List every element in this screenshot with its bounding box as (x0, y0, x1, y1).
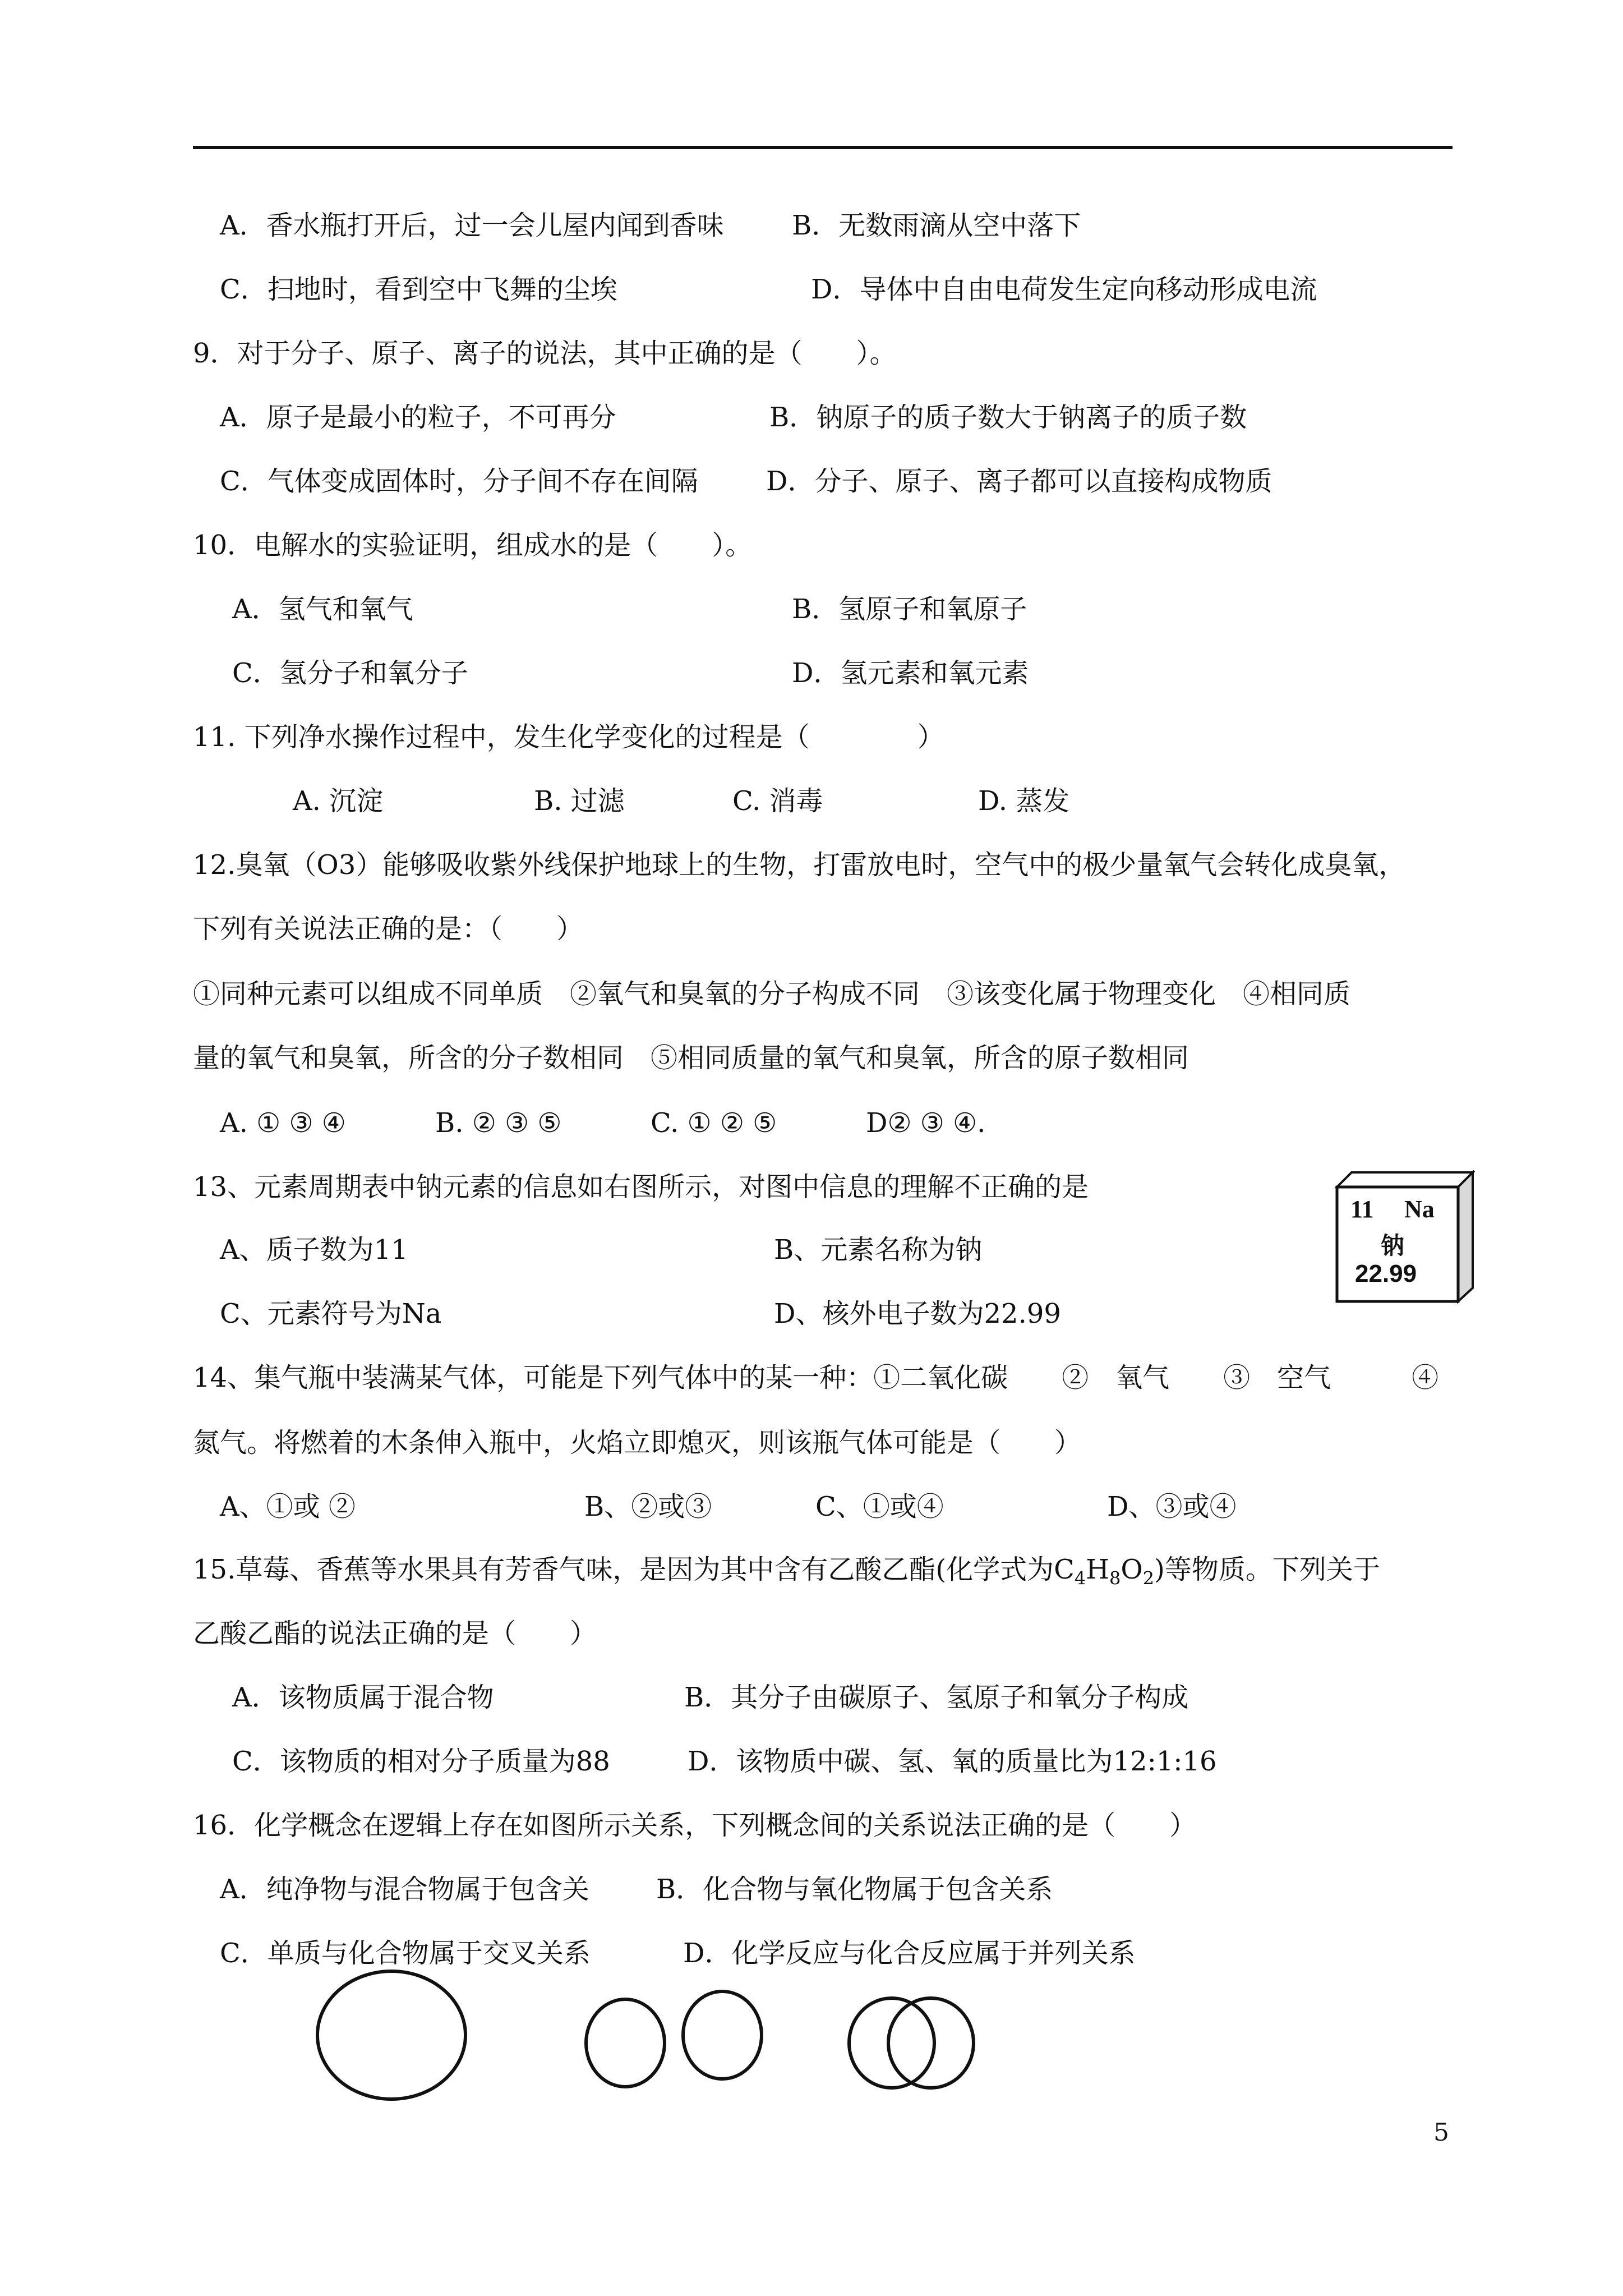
element-name: 钠 (1381, 1232, 1405, 1259)
q8-option-d: D．导体中自由电荷发生定向移动形成电流 (811, 274, 1317, 305)
element-symbol: Na (1404, 1195, 1435, 1223)
q11-option-b: B. 过滤 (534, 785, 625, 817)
q16-stem: 16．化学概念在逻辑上存在如图所示关系，下列概念间的关系说法正确的是（ ） (193, 1810, 1197, 1841)
q14-stem-line1: 14、集气瓶中装满某气体，可能是下列气体中的某一种：①二氧化碳 ② 氧气 ③ 空气 ④ (193, 1362, 1439, 1393)
q15-option-c: C．该物质的相对分子质量为88 (232, 1746, 610, 1777)
q16-option-a: A．纯净物与混合物属于包含关 (220, 1874, 589, 1905)
q10-stem: 10．电解水的实验证明，组成水的是（ ）。 (193, 530, 753, 561)
sodium-element-card (1335, 1170, 1475, 1304)
q14-stem-line2: 氮气。将燃着的木条伸入瓶中，火焰立即熄灭，则该瓶气体可能是（ ） (193, 1427, 1082, 1458)
q14-option-a: A、①或 ② (220, 1491, 356, 1522)
concept-relationship-diagrams (303, 1958, 1032, 2126)
q12-stem-line2: 下列有关说法正确的是：（ ） (193, 913, 584, 945)
q13-stem: 13、元素周期表中钠元素的信息如右图所示，对图中信息的理解不正确的是 (193, 1171, 1089, 1203)
q14-option-b: B、②或③ (584, 1491, 712, 1522)
q15-stem-text-end: )等物质。下列关于 (1154, 1554, 1380, 1585)
q8-option-c: C．扫地时，看到空中飞舞的尘埃 (220, 274, 617, 305)
q11-option-a: A. 沉淀 (293, 785, 384, 817)
q12-option-c: C. ① ② ⑤ (651, 1107, 777, 1139)
q16-option-b: B．化合物与氧化物属于包含关系 (656, 1874, 1053, 1905)
q12-option-b: B. ② ③ ⑤ (435, 1107, 562, 1139)
q12-option-d: D② ③ ④. (866, 1107, 986, 1139)
q10-option-a: A．氢气和氧气 (232, 593, 413, 625)
q15-option-a: A．该物质属于混合物 (232, 1682, 494, 1713)
q13-option-d: D、核外电子数为22.99 (774, 1298, 1061, 1329)
header-rule (193, 146, 1453, 149)
q9-option-d: D．分子、原子、离子都可以直接构成物质 (766, 466, 1272, 497)
parallel-diagram-right-circle (683, 1991, 762, 2079)
intersect-diagram-right-circle (888, 1998, 974, 2088)
inclusion-diagram-circle (317, 1971, 465, 2099)
q16-option-c: C．单质与化合物属于交叉关系 (220, 1938, 591, 1969)
q15-stem-line2: 乙酸乙酯的说法正确的是（ ） (193, 1618, 597, 1649)
q13-option-c: C、元素符号为Na (220, 1298, 442, 1329)
q9-option-c: C．气体变成固体时，分子间不存在间隔 (220, 466, 698, 497)
q10-option-d: D．氢元素和氧元素 (792, 657, 1029, 689)
q12-stem-line1: 12.臭氧（O3）能够吸收紫外线保护地球上的生物，打雷放电时，空气中的极少量氧气会转化成臭氧， (193, 849, 1406, 881)
page-number: 5 (1433, 2118, 1449, 2147)
q12-statements-line2: 量的氧气和臭氧，所含的分子数相同 ⑤相同质量的氧气和臭氧，所含的原子数相同 (193, 1042, 1189, 1074)
element-atomic-mass: 22.99 (1355, 1260, 1417, 1287)
q16-option-d: D．化学反应与化合反应属于并列关系 (683, 1938, 1136, 1969)
q14-option-c: C、①或④ (815, 1491, 944, 1522)
q15-stem-text: 15.草莓、香蕉等水果具有芳香气味，是因为其中含有乙酸乙酯(化学式为 (193, 1554, 1054, 1585)
q10-option-b: B．氢原子和氧原子 (792, 593, 1027, 625)
q13-option-a: A、质子数为11 (220, 1234, 408, 1266)
q13-option-b: B、元素名称为钠 (774, 1234, 983, 1266)
q8-option-a: A．香水瓶打开后，过一会儿屋内闻到香味 (220, 210, 724, 241)
q12-statements-line1: ①同种元素可以组成不同单质 ②氧气和臭氧的分子构成不同 ③该变化属于物理变化 ④相同质 (193, 978, 1351, 1010)
q9-option-a: A．原子是最小的粒子，不可再分 (220, 402, 616, 433)
parallel-diagram-left-circle (586, 1999, 665, 2087)
q15-option-d: D．该物质中碳、氢、氧的质量比为12:1:16 (688, 1746, 1217, 1777)
q15-option-b: B．其分子由碳原子、氢原子和氧分子构成 (684, 1682, 1189, 1713)
chemical-formula: $C_4H_8O_2$ (1054, 1554, 1155, 1589)
q12-option-a: A. ① ③ ④ (220, 1107, 346, 1139)
q11-stem: 11. 下列净水操作过程中，发生化学变化的过程是（ ） (193, 721, 944, 753)
q9-stem: 9．对于分子、原子、离子的说法，其中正确的是（ ）。 (193, 338, 897, 369)
intersect-diagram-left-circle (849, 1998, 934, 2088)
element-atomic-number: 11 (1350, 1195, 1374, 1223)
q11-option-c: C. 消毒 (732, 785, 823, 817)
q11-option-d: D. 蒸发 (978, 785, 1070, 817)
q10-option-c: C．氢分子和氧分子 (232, 657, 468, 689)
q15-stem-line1 (193, 1552, 1380, 1588)
q8-option-b: B．无数雨滴从空中落下 (792, 210, 1081, 241)
q9-option-b: B．钠原子的质子数大于钠离子的质子数 (769, 402, 1247, 433)
q14-option-d: D、③或④ (1107, 1491, 1237, 1522)
